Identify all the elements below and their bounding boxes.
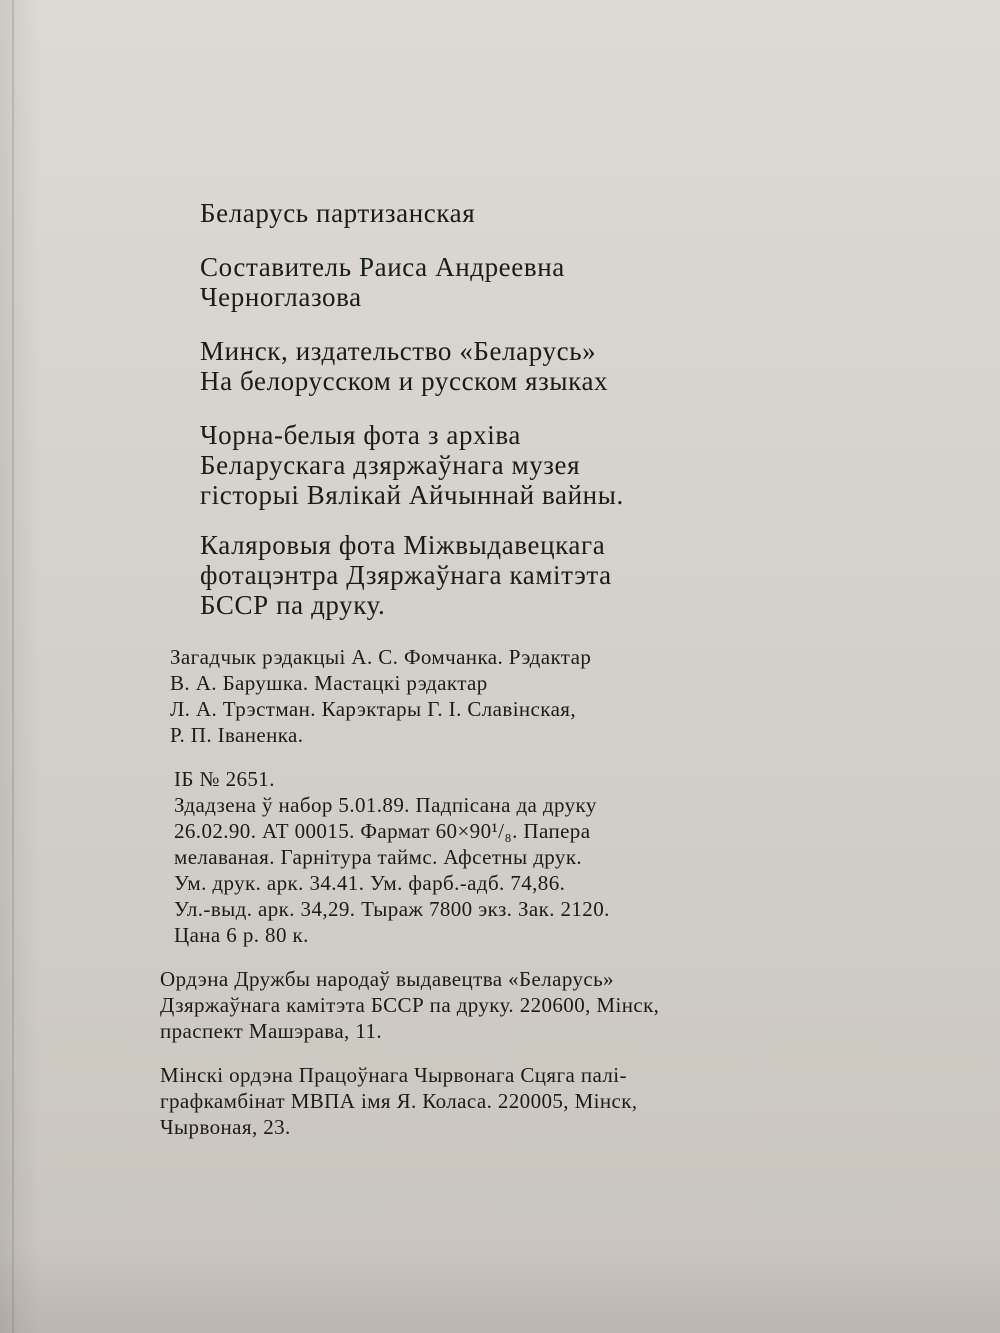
print-details-line: Здадзена ў набор 5.01.89. Падпісана да друку [174,793,597,817]
bw-photos-line: Беларускага дзяржаўнага музея [200,450,581,480]
print-details-section [160,766,790,948]
bw-photos-line: Чорна-белыя фота з архіва [200,420,521,450]
print-details-line: Ум. друк. арк. 34.41. Ум. фарб.-адб. 74,86. [174,871,566,895]
compiler-section [160,252,790,312]
publisher-info-line: На белорусском и русском языках [200,366,609,396]
compiler-line: Составитель Раиса Андреевна [200,252,565,282]
print-details-line: ІБ № 2651. [174,767,275,791]
page-crease [12,0,14,1333]
color-photos-section [160,530,790,620]
printer-address-line: Чырвоная, 23. [160,1115,291,1139]
bw-photos-line: гісторыі Вялікай Айчыннай вайны. [200,480,624,510]
publisher-address-line: Дзяржаўнага камітэта БССР па друку. 220600, Мінск, [160,993,660,1017]
printer-address-line: Мінскі ордэна Працоўнага Чырвонага Сцяга палі- [160,1063,627,1087]
publisher-address-line: праспект Машэрава, 11. [160,1019,383,1043]
color-photos-line: Каляровыя фота Міжвыдавецкага [200,530,606,560]
print-details-line: Ул.-выд. арк. 34,29. Тыраж 7800 экз. Зак. 2120. [174,897,610,921]
editors-line: Л. А. Трэстман. Карэктары Г. І. Славінская, [170,697,576,721]
editors-line: Загадчык рэдакцыі А. С. Фомчанка. Рэдактар [170,645,592,669]
page-bottom-shadow [0,1243,1000,1333]
publisher-info-section [160,336,790,396]
color-photos-line: БССР па друку. [200,590,386,620]
publisher-address-section [160,966,790,1044]
print-details-line: Цана 6 р. 80 к. [174,923,309,947]
editors-line: Р. П. Іваненка. [170,723,304,747]
bw-photos-section [160,420,790,510]
print-details-line: 26.02.90. АТ 00015. Фармат 60×90¹/₈. Папера [174,819,591,843]
publisher-info-line: Минск, издательство «Беларусь» [200,336,597,366]
compiler-line: Черноглазова [200,282,362,312]
page-edge-shadow [0,0,40,1333]
color-photos-line: фотацэнтра Дзяржаўнага камітэта [200,560,612,590]
colophon-text [160,198,790,1140]
publisher-address-line: Ордэна Дружбы народаў выдавецтва «Беларусь» [160,967,614,991]
editors-line: В. А. Барушка. Мастацкі рэдактар [170,671,488,695]
printer-address-line: графкамбінат МВПА імя Я. Коласа. 220005, Мінск, [160,1089,638,1113]
print-details-line: мелаваная. Гарнітура таймс. Афсетны друк. [174,845,583,869]
printer-address-section [160,1062,790,1140]
book-title: Беларусь партизанская [200,198,476,228]
editors-section [160,644,790,748]
